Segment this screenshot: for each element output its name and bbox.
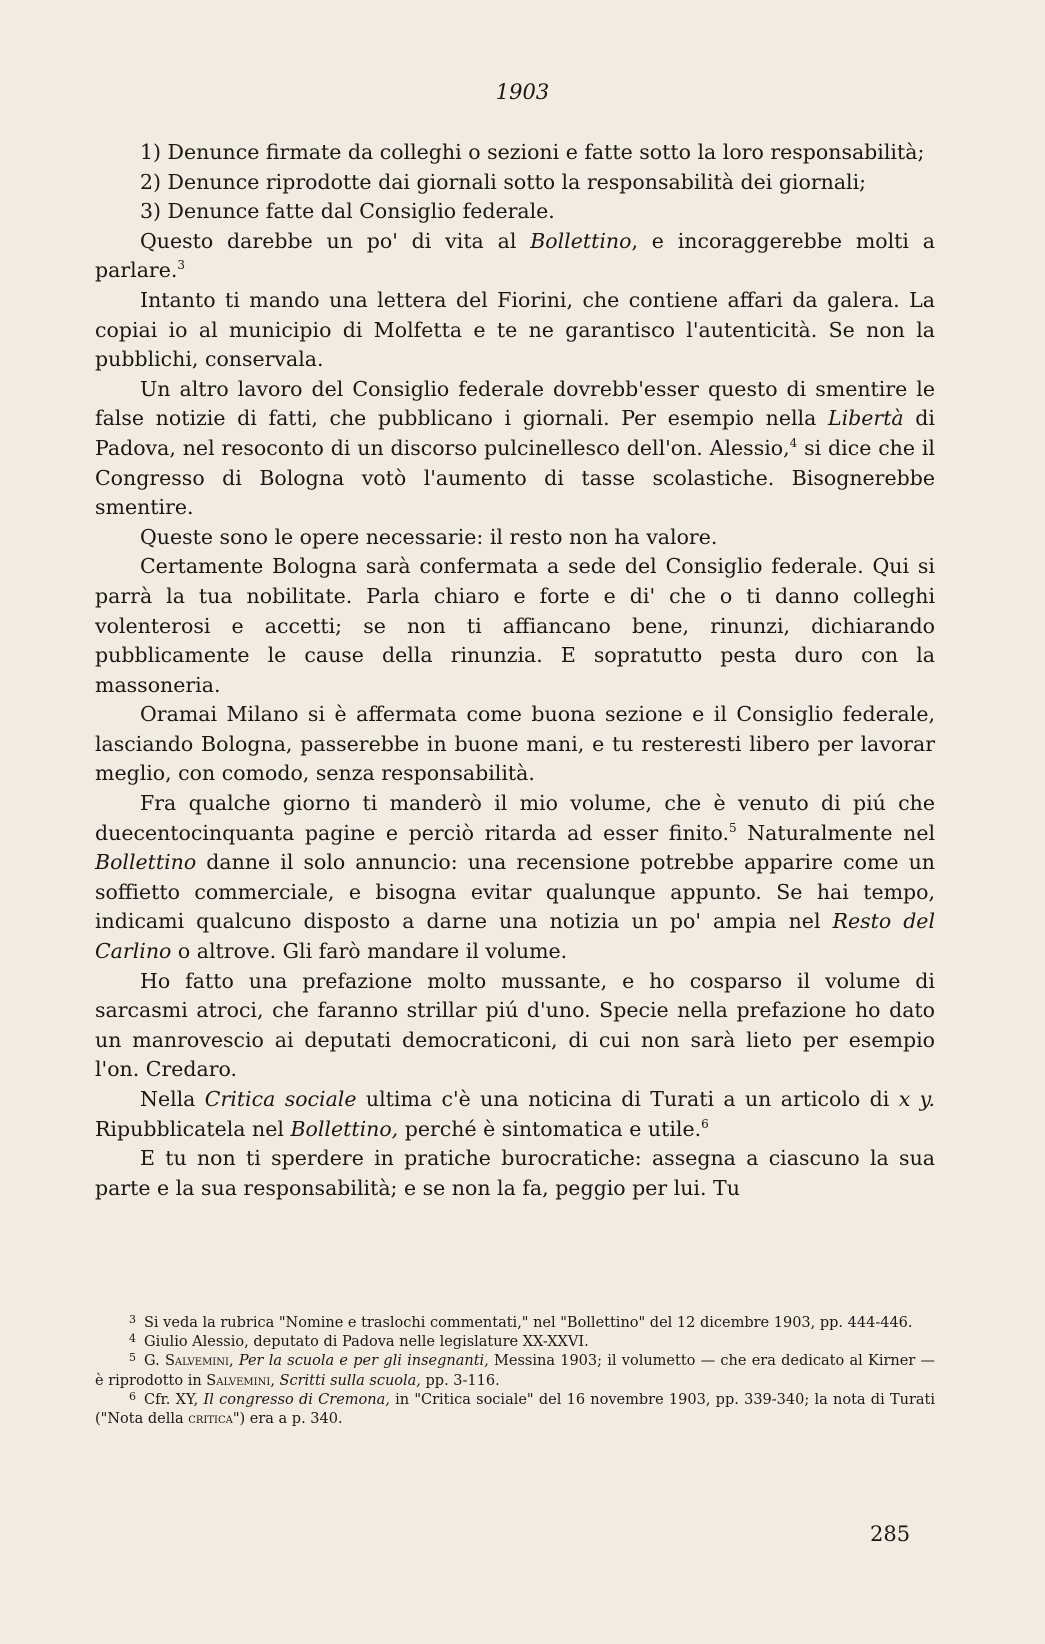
letter-body: [95, 138, 935, 1203]
paragraph-5: Intanto ti mando una lettera del Fiorini, che contiene affari da galera. La copiai io al municipio di Molfetta e te ne garantisco l'autenticità. Se non la pubblichi, conservala.: [95, 287, 935, 372]
footnote-mark: 4: [129, 1332, 136, 1346]
paragraph-8: Certamente Bologna sarà confermata a sede del Consiglio federale. Qui si parrà la tua nobilitate. Parla chiaro e forte e di' che o ti danno colleghi volenterosi e accetti; se non ti affiancano bene, rinunzi, dichiarando pubblicamente le cause della rinunzia. E sopratutto pesta duro con la massoneria.: [95, 554, 935, 697]
paragraph-12: Nella Critica sociale ultima c'è una noticina di Turati a un articolo di x y. Ripubblicatela nel Bollettino, perché è sintomatica e utile.$^6$: [95, 1087, 936, 1141]
paragraph-4: Questo darebbe un po' di vita al Bollettino, e incoraggerebbe molti a parlare.$^3$: [95, 228, 936, 283]
footnote-ref-4: 4: [789, 436, 798, 451]
footnote-3: $^3$ Si veda la rubrica "Nomine e traslochi commentati," nel "Bollettino" del 12 dicembre 1903, pp. 444-446.: [129, 1313, 913, 1331]
paragraph-7: Queste sono le opere necessarie: il resto non ha valore.: [140, 524, 718, 549]
footnote-6: $^6$ Cfr. XY, Il congresso di Cremona, in "Critica sociale" del 16 novembre 1903, pp. 339-340; la nota di Turati ("Nota della critica") era a p. 340.: [95, 1389, 936, 1428]
paragraph-3: 3) Denunce fatte dal Consiglio federale.: [140, 199, 555, 224]
paragraph-11: Ho fatto una prefazione molto mussante, e ho cosparso il volume di sarcasmi atroci, che faranno strillar piú d'uno. Specie nella prefazione ho dato un manrovescio ai deputati democraticoni, di cui non sarà lieto per esempio l'on. Credaro.: [95, 968, 935, 1082]
running-head-year: 1903: [495, 80, 550, 104]
author-xy: x y.: [898, 1087, 936, 1111]
paragraph-2: 2) Denunce riprodotte dai giornali sotto la responsabilità dei giornali;: [140, 169, 867, 194]
title-liberta: Libertà: [827, 406, 904, 431]
paragraph-9: Oramai Milano si è affermata come buona sezione e il Consiglio federale, lasciando Bologna, passerebbe in buone mani, e tu resteresti libero per lavorar meglio, con comodo, senza responsabilità.: [95, 702, 935, 786]
paragraph-6: Un altro lavoro del Consiglio federale dovrebb'esser questo di smentire le false notizie di fatti, che pubblicano i giornali. Per esempio nella Libertà di Padova, nel resoconto di un discorso pulcinellesco dell'on. Alessio,$^4$ si dice che il Congresso di Bologna votò l'aumento di tasse scolastiche. Bisognerebbe smentire.: [95, 376, 935, 520]
title-bollettino: Bollettino: [530, 228, 632, 253]
footnote-ref-3: 3: [177, 258, 186, 273]
paragraph-13: E tu non ti sperdere in pratiche burocratiche: assegna a ciascuno la sua parte e la sua responsabilità; e se non la fa, peggio per lui. Tu: [95, 1146, 935, 1200]
footnote-4: $^4$ Giulio Alessio, deputato di Padova nelle legislature XX-XXVI.: [129, 1332, 589, 1351]
paragraph-10: Fra qualche giorno ti manderò il mio volume, che è venuto di piú che duecentocinquanta pagine e perciò ritarda ad esser finito.$^5$ Naturalmente nel Bollettino danne il solo annuncio: una recensione potrebbe apparire come un soffietto commerciale, e bisogna evitar qualunque appunto. Se hai tempo, indicami qualcuno disposto a darne una notizia un po' ampia nel Resto del Carlino o altrove. Gli farò mandare il volume.: [95, 791, 936, 964]
footnote-ref-6: 6: [701, 1116, 709, 1131]
author-small-caps: Salvemini: [164, 1353, 229, 1370]
paragraph-1: 1) Denunce firmate da colleghi o sezioni e fatte sotto la loro responsabilità;: [140, 140, 925, 164]
footnote-5: $^5$ G. Salvemini, Per la scuola e per gli insegnanti, Messina 1903; il volumetto — che era dedicato al Kirner — è riprodotto in Salvemini, Scritti sulla scuola, pp. 3-116.: [95, 1351, 935, 1389]
footnote-mark: 6: [129, 1389, 136, 1403]
footnotes: [95, 1314, 935, 1429]
footnote-mark: 5: [129, 1351, 136, 1365]
title-bollettino: Bollettino: [95, 850, 197, 875]
footnote-mark: 3: [129, 1313, 136, 1326]
author-small-caps: Salvemini: [206, 1372, 271, 1389]
title-critica-sociale: Critica sociale: [204, 1087, 357, 1111]
footnote-ref-5: 5: [728, 820, 737, 835]
title-resto-del-carlino: Resto del Carlino: [95, 909, 935, 964]
page-number: 285: [870, 1522, 911, 1546]
title-bollettino: Bollettino,: [290, 1116, 399, 1141]
